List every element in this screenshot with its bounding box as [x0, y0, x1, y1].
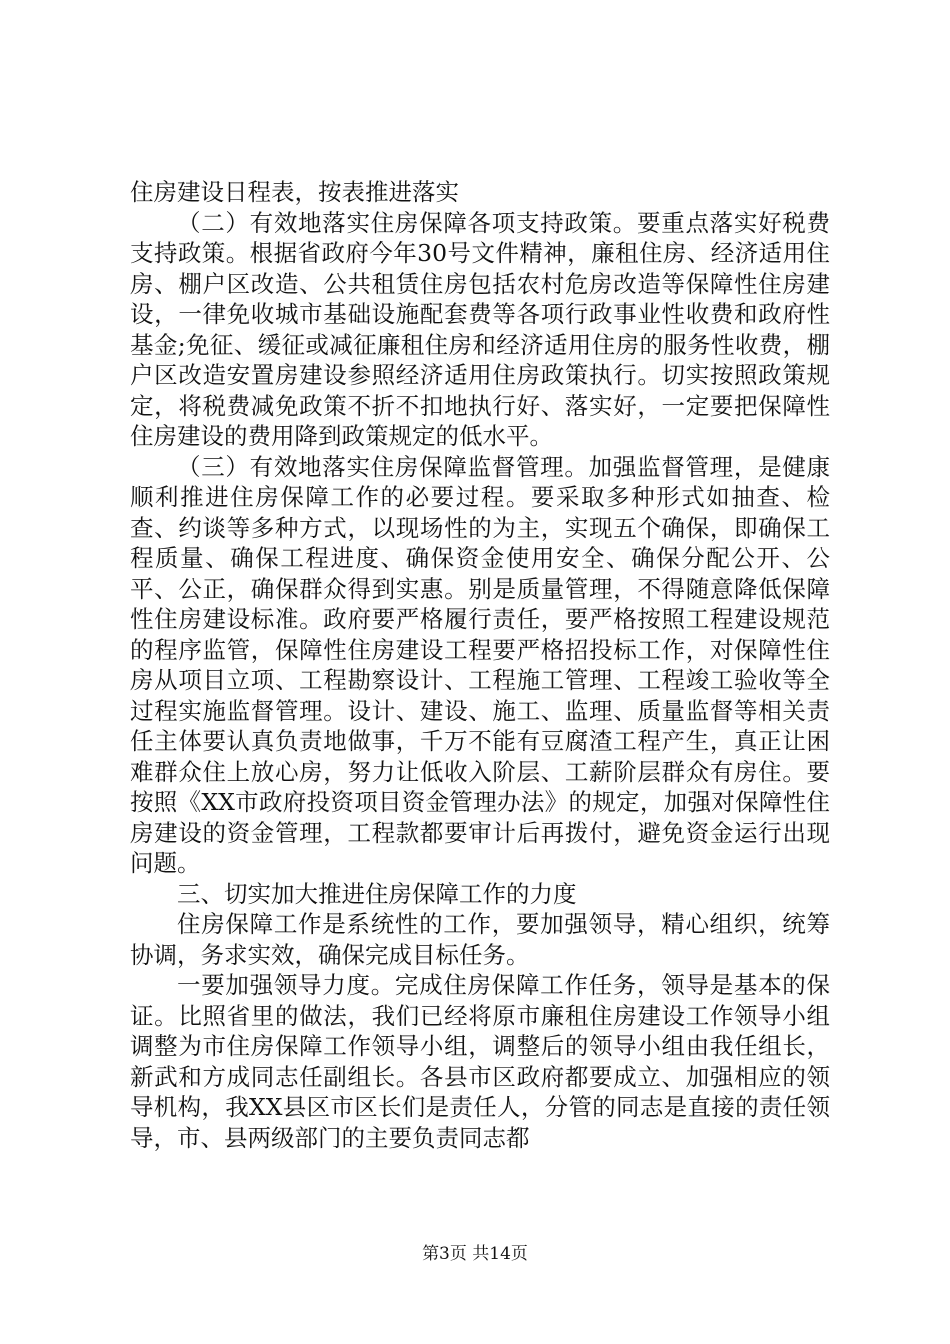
paragraph-1: 住房建设日程表，按表推进落实: [130, 178, 459, 206]
page-footer: 第3页 共14页: [422, 1244, 528, 1264]
paragraph-5: 一要加强领导力度。完成住房保障工作任务，领导是基本的保证。比照省里的做法，我们已经将原市廉租住房建设工作领导小组调整为市住房保障工作领导小组，调整后的领导小组由我任组长，新武和方成同志任副组长。各县市区政府都要成立、加强相应的领导机构，我XX县区市区长们是责任人，分管的同志是直接的责任领导，市、县两级部门的主要负责同志都: [130, 971, 830, 1152]
section-heading: 三、切实加大推进住房保障工作的力度: [177, 879, 577, 908]
paragraph-3: （三）有效地落实住房保障监督管理。加强监督管理，是健康顺利推进住房保障工作的必要过程。要采取多种形式如抽查、检查、约谈等多种方式，以现场性的为主，实现五个确保，即确保工程质量、确保工程进度、确保资金使用安全、确保分配公开、公平、公正，确保群众得到实惠。别是质量管理，不得随意降低保障性住房建设标准。政府要严格履行责任，要严格按照工程建设规范的程序监管，保障性住房建设工程要严格招投标工作，对保障性住房从项目立项、工程勘察设计、工程施工管理、工程竣工验收等全过程实施监督管理。设计、建设、施工、监理、质量监督等相关责任主体要认真负责地做事，千万不能有豆腐渣工程产生，真正让困难群众住上放心房，努力让低收入阶层、工薪阶层群众有房住。要按照《XX市政府投资项目资金管理办法》的规定，加强对保障性住房建设的资金管理，工程款都要审计后再拨付，避免资金运行出现问题。: [130, 452, 830, 877]
paragraph-2: （二）有效地落实住房保障各项支持政策。要重点落实好税费支持政策。根据省政府今年30号文件精神，廉租住房、经济适用住房、棚户区改造、公共租赁住房包括农村危房改造等保障性住房建设，一律免收城市基础设施配套费等各项行政事业性收费和政府性基金;免征、缓征或减征廉租住房和经济适用住房的服务性收费，棚户区改造安置房建设参照经济适用住房政策执行。切实按照政策规定，将税费减免政策不折不扣地执行好、落实好，一定要把保障性住房建设的费用降到政策规定的低水平。: [130, 208, 830, 450]
document-body: [130, 177, 830, 1153]
paragraph-4: 住房保障工作是系统性的工作，要加强领导，精心组织，统筹协调，务求实效，确保完成目标任务。: [130, 910, 830, 969]
